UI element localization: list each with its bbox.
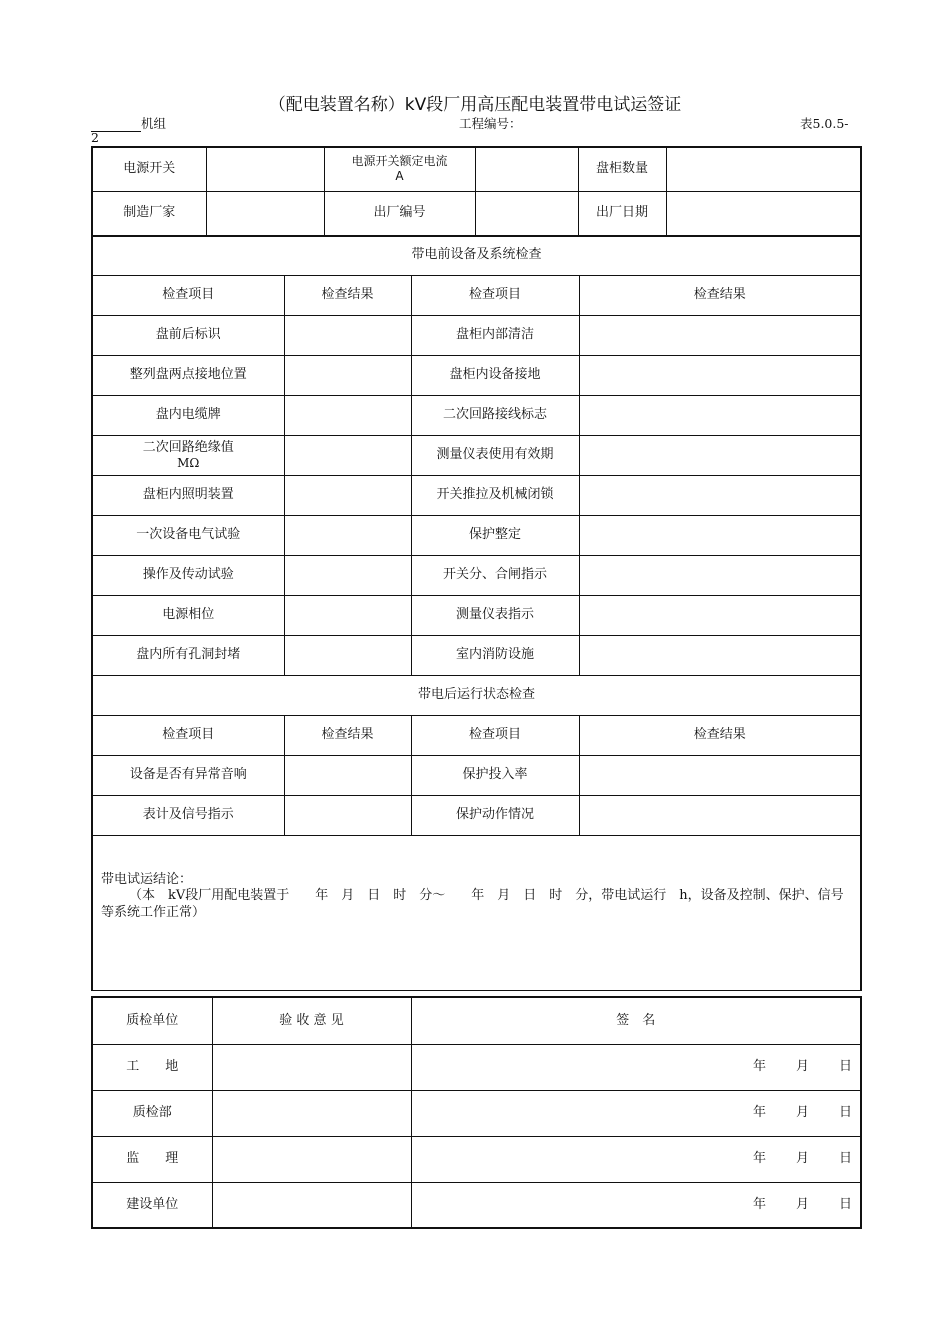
check-item: 盘柜内照明装置 (92, 476, 284, 516)
cabinet-count-label: 盘柜数量 (578, 147, 666, 191)
table-row (92, 756, 861, 796)
date-month: 月 (795, 1104, 809, 1120)
conclusion-cell[interactable] (92, 836, 861, 991)
signature-cell[interactable] (411, 1044, 861, 1090)
check-result[interactable] (579, 476, 861, 516)
check-item: 室内消防设施 (411, 636, 579, 676)
table-row (92, 476, 861, 516)
check-result[interactable] (284, 556, 411, 596)
check-result[interactable] (284, 436, 411, 476)
check-result[interactable] (579, 556, 861, 596)
check-result[interactable] (579, 596, 861, 636)
check-item: 操作及传动试验 (92, 556, 284, 596)
inspection-table (91, 146, 862, 237)
signoff-unit: 监 理 (92, 1136, 212, 1182)
check-result[interactable] (579, 356, 861, 396)
col-header: 检查结果 (579, 276, 861, 316)
col-header: 签 名 (411, 997, 861, 1044)
check-item: 盘前后标识 (92, 316, 284, 356)
col-header: 验 收 意 见 (212, 997, 411, 1044)
check-result[interactable] (284, 356, 411, 396)
check-result[interactable] (284, 636, 411, 676)
check-item: 表计及信号指示 (92, 796, 284, 836)
signature-cell[interactable] (411, 1182, 861, 1228)
check-item: 盘内所有孔洞封堵 (92, 636, 284, 676)
post-section-title: 带电后运行状态检查 (92, 676, 861, 716)
factory-date-label: 出厂日期 (578, 191, 666, 236)
date-year: 年 (752, 1058, 766, 1074)
signature-cell[interactable] (411, 1136, 861, 1182)
check-item: 设备是否有异常音响 (92, 756, 284, 796)
check-result[interactable] (579, 316, 861, 356)
pre-header-row (92, 276, 861, 316)
table-row (92, 516, 861, 556)
check-result[interactable] (579, 756, 861, 796)
signoff-header-row (92, 997, 861, 1044)
date-day: 日 (838, 1150, 852, 1166)
col-header: 检查项目 (411, 276, 579, 316)
conclusion-row (92, 836, 861, 991)
signature-cell[interactable] (411, 1090, 861, 1136)
page-title: （配电装置名称）kV段厂用高压配电装置带电试运签证 (268, 95, 682, 115)
date-day: 日 (838, 1058, 852, 1074)
col-header: 检查项目 (92, 276, 284, 316)
acceptance-opinion[interactable] (212, 1136, 411, 1182)
check-item: 保护整定 (411, 516, 579, 556)
cabinet-count-value[interactable] (666, 147, 861, 191)
table-row (92, 596, 861, 636)
table-no-cont: 2 (91, 130, 99, 145)
check-result[interactable] (579, 636, 861, 676)
check-item: 盘柜内部清洁 (411, 316, 579, 356)
date-day: 日 (838, 1104, 852, 1120)
conclusion-label: 带电试运结论： (101, 872, 193, 887)
check-result[interactable] (284, 516, 411, 556)
info-row-2 (92, 191, 861, 236)
serial-no-value[interactable] (475, 191, 578, 236)
check-result[interactable] (284, 596, 411, 636)
manufacturer-value[interactable] (206, 191, 324, 236)
check-result[interactable] (284, 476, 411, 516)
check-result[interactable] (579, 516, 861, 556)
check-result[interactable] (284, 396, 411, 436)
check-result[interactable] (579, 796, 861, 836)
table-row (92, 356, 861, 396)
check-table (91, 235, 862, 991)
date-month: 月 (795, 1196, 809, 1212)
pre-section-title: 带电前设备及系统检查 (92, 236, 861, 276)
serial-no-label: 出厂编号 (324, 191, 475, 236)
manufacturer-label: 制造厂家 (92, 191, 206, 236)
check-item: 测量仪表使用有效期 (411, 436, 579, 476)
check-result[interactable] (284, 756, 411, 796)
check-item: 一次设备电气试验 (92, 516, 284, 556)
acceptance-opinion[interactable] (212, 1090, 411, 1136)
check-item: 开关分、合闸指示 (411, 556, 579, 596)
signoff-row (92, 1136, 861, 1182)
acceptance-opinion[interactable] (212, 1044, 411, 1090)
check-item: 整列盘两点接地位置 (92, 356, 284, 396)
col-header: 检查项目 (92, 716, 284, 756)
date-year: 年 (752, 1104, 766, 1120)
col-header: 检查结果 (579, 716, 861, 756)
unit-field (91, 114, 166, 132)
date-year: 年 (752, 1150, 766, 1166)
signoff-row (92, 1182, 861, 1228)
table-row (92, 636, 861, 676)
power-switch-value[interactable] (206, 147, 324, 191)
check-item: 盘柜内设备接地 (411, 356, 579, 396)
col-header: 检查结果 (284, 276, 411, 316)
rated-current-value[interactable] (475, 147, 578, 191)
signoff-unit: 工 地 (92, 1044, 212, 1090)
signoff-table (91, 996, 862, 1229)
table-no: 表5.0.5- (800, 116, 849, 131)
table-row (92, 556, 861, 596)
factory-date-value[interactable] (666, 191, 861, 236)
table-row (92, 796, 861, 836)
table-row (92, 396, 861, 436)
check-item: 盘内电缆牌 (92, 396, 284, 436)
info-row-1 (92, 147, 861, 191)
col-header: 检查项目 (411, 716, 579, 756)
table-row (92, 436, 861, 476)
date-year: 年 (752, 1196, 766, 1212)
acceptance-opinion[interactable] (212, 1182, 411, 1228)
date-month: 月 (795, 1058, 809, 1074)
post-header-row (92, 716, 861, 756)
signoff-unit: 质检部 (92, 1090, 212, 1136)
check-item: 保护投入率 (411, 756, 579, 796)
check-item: 电源相位 (92, 596, 284, 636)
check-item: 测量仪表指示 (411, 596, 579, 636)
date-month: 月 (795, 1150, 809, 1166)
check-item: 开关推拉及机械闭锁 (411, 476, 579, 516)
check-item: 二次回路接线标志 (411, 396, 579, 436)
signoff-unit: 建设单位 (92, 1182, 212, 1228)
col-header: 检查结果 (284, 716, 411, 756)
date-day: 日 (838, 1196, 852, 1212)
check-item: 保护动作情况 (411, 796, 579, 836)
check-result[interactable] (284, 316, 411, 356)
project-no-label: 工程编号： (459, 116, 522, 131)
check-result[interactable] (284, 796, 411, 836)
col-header: 质检单位 (92, 997, 212, 1044)
unit-suffix: 机组 (141, 116, 167, 131)
rated-current-label: 电源开关额定电流 A (324, 147, 475, 191)
check-result[interactable] (579, 396, 861, 436)
signoff-row (92, 1090, 861, 1136)
table-row (92, 316, 861, 356)
signoff-row (92, 1044, 861, 1090)
power-switch-label: 电源开关 (92, 147, 206, 191)
check-result[interactable] (579, 436, 861, 476)
conclusion-text: （本 kV段厂用配电装置于 年 月 日 时 分～ 年 月 日 时 分，带电试运行 h，设备及控制、保护、信号等系统工作正常） (101, 888, 844, 920)
check-item: 二次回路绝缘值 MΩ (92, 436, 284, 476)
